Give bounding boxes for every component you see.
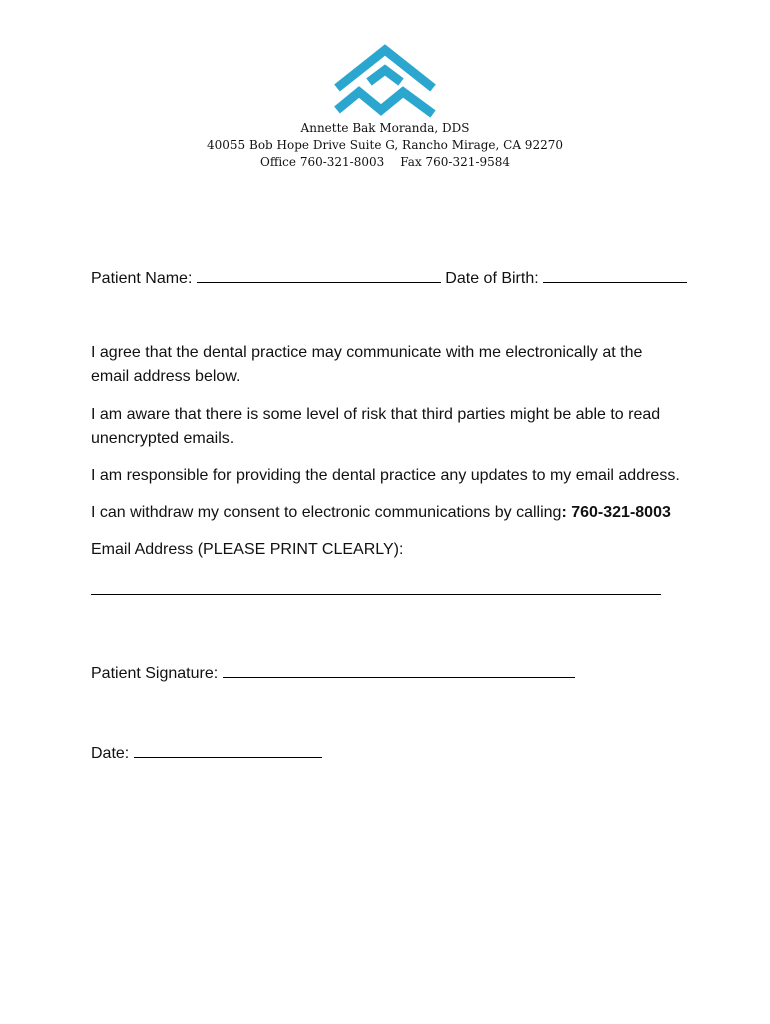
consent-form (91, 262, 681, 766)
email-address-label: Email Address (PLEASE PRINT CLEARLY): (91, 541, 404, 558)
patient-name-row (91, 266, 681, 291)
consent-statement-updates: I am responsible for providing the dental practice any updates to my email address. (91, 467, 680, 484)
patient-name-field[interactable] (197, 266, 441, 283)
roof-chevron-logo-icon (333, 44, 437, 118)
email-address-row (91, 578, 681, 603)
patient-signature-field[interactable] (223, 661, 575, 678)
practice-address: 40055 Bob Hope Drive Suite G, Rancho Mirage, CA 92270 (207, 138, 563, 152)
practice-name: Annette Bak Moranda, DDS (300, 121, 470, 135)
email-address-field[interactable] (91, 578, 661, 595)
patient-name-label: Patient Name: (91, 270, 193, 287)
consent-statement-withdraw (91, 501, 681, 525)
fax-number: Fax 760-321-9584 (400, 155, 510, 169)
date-field[interactable] (134, 741, 322, 758)
consent-statement-risk: I am aware that there is some level of risk that third parties might be able to read unencrypted emails. (91, 406, 661, 447)
withdraw-phone: 760-321-8003 (571, 504, 671, 521)
withdraw-colon: : (561, 504, 567, 521)
date-row (91, 741, 681, 766)
patient-signature-label: Patient Signature: (91, 665, 219, 682)
consent-statement-electronic: I agree that the dental practice may communicate with me electronically at the email address below. (91, 344, 643, 385)
signature-row (91, 661, 681, 686)
date-of-birth-field[interactable] (543, 266, 687, 283)
withdraw-text: I can withdraw my consent to electronic communications by calling (91, 504, 562, 521)
date-label: Date: (91, 745, 130, 762)
letterhead (0, 44, 770, 171)
practice-contact (0, 154, 770, 171)
office-phone: Office 760-321-8003 (259, 155, 385, 169)
date-of-birth-label: Date of Birth: (445, 270, 539, 287)
